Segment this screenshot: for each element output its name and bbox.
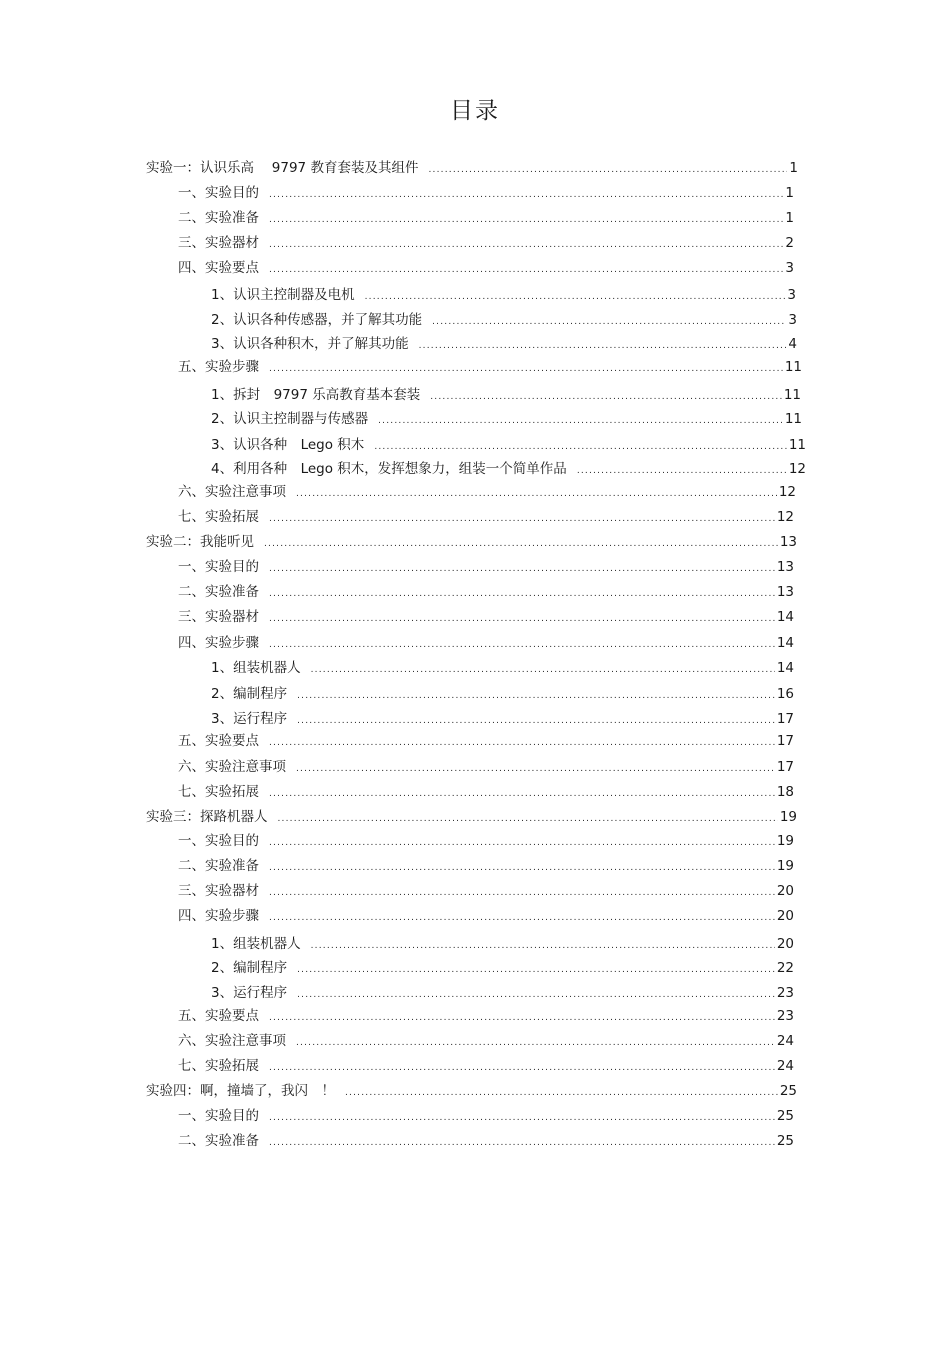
toc-entry-label: 二、实验准备 bbox=[178, 584, 259, 600]
toc-entry-label: 2、认识主控制器与传感器 bbox=[211, 411, 369, 427]
toc-page-number: 3 bbox=[787, 287, 796, 303]
toc-entry-label: 七、实验拓展 bbox=[178, 784, 259, 800]
toc-leader-dots bbox=[296, 1033, 775, 1053]
toc-entry[interactable] bbox=[178, 1056, 794, 1076]
toc-entry[interactable] bbox=[146, 807, 797, 827]
toc-leader-dots bbox=[269, 733, 775, 753]
toc-entry-label: 1、组装机器人 bbox=[211, 660, 301, 676]
toc-entry[interactable] bbox=[178, 557, 794, 577]
toc-leader-dots bbox=[345, 1083, 778, 1103]
toc-entry-label: 三、实验器材 bbox=[178, 883, 259, 899]
toc-leader-dots bbox=[269, 1008, 775, 1028]
toc-entry-label: 一、实验目的 bbox=[178, 833, 259, 849]
toc-page-number: 12 bbox=[778, 484, 796, 500]
toc-page-number: 14 bbox=[776, 660, 794, 676]
toc-leader-dots bbox=[264, 534, 778, 554]
toc-entry[interactable] bbox=[211, 459, 806, 479]
toc-entry[interactable] bbox=[178, 482, 796, 502]
toc-entry-label: 1、组装机器人 bbox=[211, 936, 301, 952]
toc-entry-label: 实验四：啊，撞墙了，我闪 ！ bbox=[146, 1083, 335, 1099]
toc-entry-label: 七、实验拓展 bbox=[178, 509, 259, 525]
toc-entry[interactable] bbox=[178, 208, 794, 228]
toc-page-number: 23 bbox=[776, 985, 794, 1001]
toc-entry-label: 五、实验要点 bbox=[178, 1008, 259, 1024]
toc-leader-dots bbox=[577, 461, 787, 481]
toc-leader-dots bbox=[432, 312, 786, 332]
toc-page-number: 23 bbox=[776, 1008, 794, 1024]
page-title: 目录 bbox=[450, 98, 500, 124]
toc-entry-label: 五、实验要点 bbox=[178, 733, 259, 749]
toc-entry-label: 四、实验要点 bbox=[178, 260, 259, 276]
toc-page-number: 16 bbox=[776, 686, 794, 702]
toc-leader-dots bbox=[297, 686, 775, 706]
toc-leader-dots bbox=[269, 1108, 775, 1128]
toc-leader-dots bbox=[278, 809, 778, 829]
toc-leader-dots bbox=[374, 437, 787, 457]
toc-entry[interactable] bbox=[211, 334, 797, 354]
toc-leader-dots bbox=[269, 883, 775, 903]
toc-page-number: 20 bbox=[776, 936, 794, 952]
toc-entry[interactable] bbox=[211, 934, 794, 954]
toc-entry-label: 3、认识各种 Lego 积木 bbox=[211, 437, 365, 453]
toc-leader-dots bbox=[269, 509, 775, 529]
toc-entry[interactable] bbox=[211, 409, 802, 429]
toc-page-number: 4 bbox=[788, 336, 797, 352]
toc-leader-dots bbox=[430, 387, 782, 407]
toc-page-number: 25 bbox=[776, 1108, 794, 1124]
toc-page-number: 19 bbox=[779, 809, 797, 825]
toc-entry[interactable] bbox=[178, 731, 794, 751]
toc-leader-dots bbox=[269, 584, 775, 604]
toc-leader-dots bbox=[311, 936, 775, 956]
toc-leader-dots bbox=[269, 908, 775, 928]
toc-entry-label: 一、实验目的 bbox=[178, 559, 259, 575]
toc-entry[interactable] bbox=[178, 183, 794, 203]
toc-leader-dots bbox=[296, 484, 777, 504]
toc-entry[interactable] bbox=[211, 285, 796, 305]
toc-entry-label: 3、运行程序 bbox=[211, 711, 288, 727]
toc-leader-dots bbox=[269, 359, 783, 379]
toc-entry[interactable] bbox=[178, 1131, 794, 1151]
toc-leader-dots bbox=[269, 635, 775, 655]
toc-page-number: 11 bbox=[788, 437, 806, 453]
toc-entry-label: 2、编制程序 bbox=[211, 686, 288, 702]
toc-entry-label: 五、实验步骤 bbox=[178, 359, 259, 375]
toc-leader-dots bbox=[419, 336, 787, 356]
toc-entry[interactable] bbox=[211, 709, 794, 729]
toc-entry-label: 四、实验步骤 bbox=[178, 635, 259, 651]
toc-page-number: 22 bbox=[776, 960, 794, 976]
toc-entry[interactable] bbox=[178, 757, 794, 777]
toc-entry-label: 三、实验器材 bbox=[178, 235, 259, 251]
toc-page-number: 14 bbox=[776, 609, 794, 625]
toc-entry-label: 六、实验注意事项 bbox=[178, 484, 286, 500]
toc-page-number: 19 bbox=[776, 858, 794, 874]
toc-entry-label: 一、实验目的 bbox=[178, 185, 259, 201]
toc-leader-dots bbox=[269, 260, 783, 280]
toc-leader-dots bbox=[269, 609, 775, 629]
toc-leader-dots bbox=[269, 185, 783, 205]
toc-entry[interactable] bbox=[146, 158, 798, 178]
toc-page-number: 12 bbox=[776, 509, 794, 525]
toc-leader-dots bbox=[269, 1133, 775, 1153]
toc-entry-label: 实验二：我能听见 bbox=[146, 534, 254, 550]
toc-page-number: 3 bbox=[788, 312, 797, 328]
toc-page-number: 25 bbox=[776, 1133, 794, 1149]
toc-page-number: 14 bbox=[776, 635, 794, 651]
toc-entry-label: 二、实验准备 bbox=[178, 210, 259, 226]
toc-leader-dots bbox=[269, 784, 775, 804]
toc-entry-label: 实验三：探路机器人 bbox=[146, 809, 268, 825]
toc-page-number: 24 bbox=[776, 1033, 794, 1049]
toc-entry-label: 3、认识各种积木，并了解其功能 bbox=[211, 336, 409, 352]
toc-entry-label: 六、实验注意事项 bbox=[178, 1033, 286, 1049]
toc-entry[interactable] bbox=[178, 633, 794, 653]
toc-page-number: 11 bbox=[784, 411, 802, 427]
toc-entry[interactable] bbox=[178, 856, 794, 876]
toc-entry[interactable] bbox=[178, 582, 794, 602]
toc-entry-label: 四、实验步骤 bbox=[178, 908, 259, 924]
toc-entry[interactable] bbox=[178, 831, 794, 851]
toc-entry[interactable] bbox=[211, 435, 806, 455]
toc-leader-dots bbox=[297, 960, 775, 980]
toc-entry[interactable] bbox=[178, 782, 794, 802]
toc-leader-dots bbox=[269, 235, 783, 255]
toc-entry-label: 六、实验注意事项 bbox=[178, 759, 286, 775]
toc-page-number: 1 bbox=[785, 210, 794, 226]
toc-page-number: 17 bbox=[776, 759, 794, 775]
toc-entry[interactable] bbox=[178, 258, 794, 278]
toc-page-number: 1 bbox=[785, 185, 794, 201]
toc-leader-dots bbox=[297, 985, 775, 1005]
toc-page-number: 20 bbox=[776, 883, 794, 899]
toc-leader-dots bbox=[269, 210, 783, 230]
toc-page-number: 17 bbox=[776, 711, 794, 727]
toc-page-number: 25 bbox=[779, 1083, 797, 1099]
toc-leader-dots bbox=[378, 411, 783, 431]
toc-entry-label: 三、实验器材 bbox=[178, 609, 259, 625]
toc-entry[interactable] bbox=[178, 1031, 794, 1051]
toc-entry-label: 1、拆封 9797 乐高教育基本套装 bbox=[211, 387, 421, 403]
toc-page-number: 19 bbox=[776, 833, 794, 849]
toc-entry-label: 1、认识主控制器及电机 bbox=[211, 287, 355, 303]
toc-entry[interactable] bbox=[146, 532, 797, 552]
toc-page-number: 12 bbox=[788, 461, 806, 477]
toc-entry[interactable] bbox=[211, 684, 794, 704]
toc-entry-label: 4、利用各种 Lego 积木，发挥想象力，组装一个简单作品 bbox=[211, 461, 567, 477]
toc-entry[interactable] bbox=[178, 1006, 794, 1026]
toc-entry-label: 二、实验准备 bbox=[178, 858, 259, 874]
toc-page-number: 2 bbox=[785, 235, 794, 251]
toc-page-number: 1 bbox=[789, 160, 798, 176]
toc-entry[interactable] bbox=[211, 385, 801, 405]
toc-entry[interactable] bbox=[178, 507, 794, 527]
toc-leader-dots bbox=[297, 711, 775, 731]
toc-entry[interactable] bbox=[178, 881, 794, 901]
toc-page-number: 13 bbox=[779, 534, 797, 550]
toc-entry[interactable] bbox=[178, 233, 794, 253]
toc-page-number: 3 bbox=[785, 260, 794, 276]
toc-entry[interactable] bbox=[211, 310, 797, 330]
toc-page-number: 24 bbox=[776, 1058, 794, 1074]
toc-page-number: 13 bbox=[776, 559, 794, 575]
toc-leader-dots bbox=[365, 287, 786, 307]
toc-page-number: 17 bbox=[776, 733, 794, 749]
toc-leader-dots bbox=[269, 1058, 775, 1078]
toc-entry[interactable] bbox=[211, 958, 794, 978]
toc-page-number: 13 bbox=[776, 584, 794, 600]
toc-page-number: 20 bbox=[776, 908, 794, 924]
toc-entry[interactable] bbox=[178, 357, 802, 377]
toc-entry[interactable] bbox=[146, 1081, 797, 1101]
toc-entry[interactable] bbox=[178, 906, 794, 926]
toc-leader-dots bbox=[269, 833, 775, 853]
toc-entry-label: 2、认识各种传感器，并了解其功能 bbox=[211, 312, 423, 328]
toc-leader-dots bbox=[296, 759, 775, 779]
toc-entry[interactable] bbox=[178, 1106, 794, 1126]
toc-entry-label: 七、实验拓展 bbox=[178, 1058, 259, 1074]
toc-entry-label: 一、实验目的 bbox=[178, 1108, 259, 1124]
toc-entry-label: 二、实验准备 bbox=[178, 1133, 259, 1149]
toc-entry-label: 3、运行程序 bbox=[211, 985, 288, 1001]
toc-leader-dots bbox=[428, 160, 787, 180]
toc-entry-label: 2、编制程序 bbox=[211, 960, 288, 976]
toc-page-number: 18 bbox=[776, 784, 794, 800]
toc-page-number: 11 bbox=[784, 359, 802, 375]
toc-entry-label: 实验一：认识乐高 9797 教育套装及其组件 bbox=[146, 160, 419, 176]
toc-entry[interactable] bbox=[211, 658, 794, 678]
toc-page-number: 11 bbox=[783, 387, 801, 403]
toc-leader-dots bbox=[311, 660, 775, 680]
toc-entry[interactable] bbox=[178, 607, 794, 627]
toc-leader-dots bbox=[269, 559, 775, 579]
toc-entry[interactable] bbox=[211, 983, 794, 1003]
toc-leader-dots bbox=[269, 858, 775, 878]
